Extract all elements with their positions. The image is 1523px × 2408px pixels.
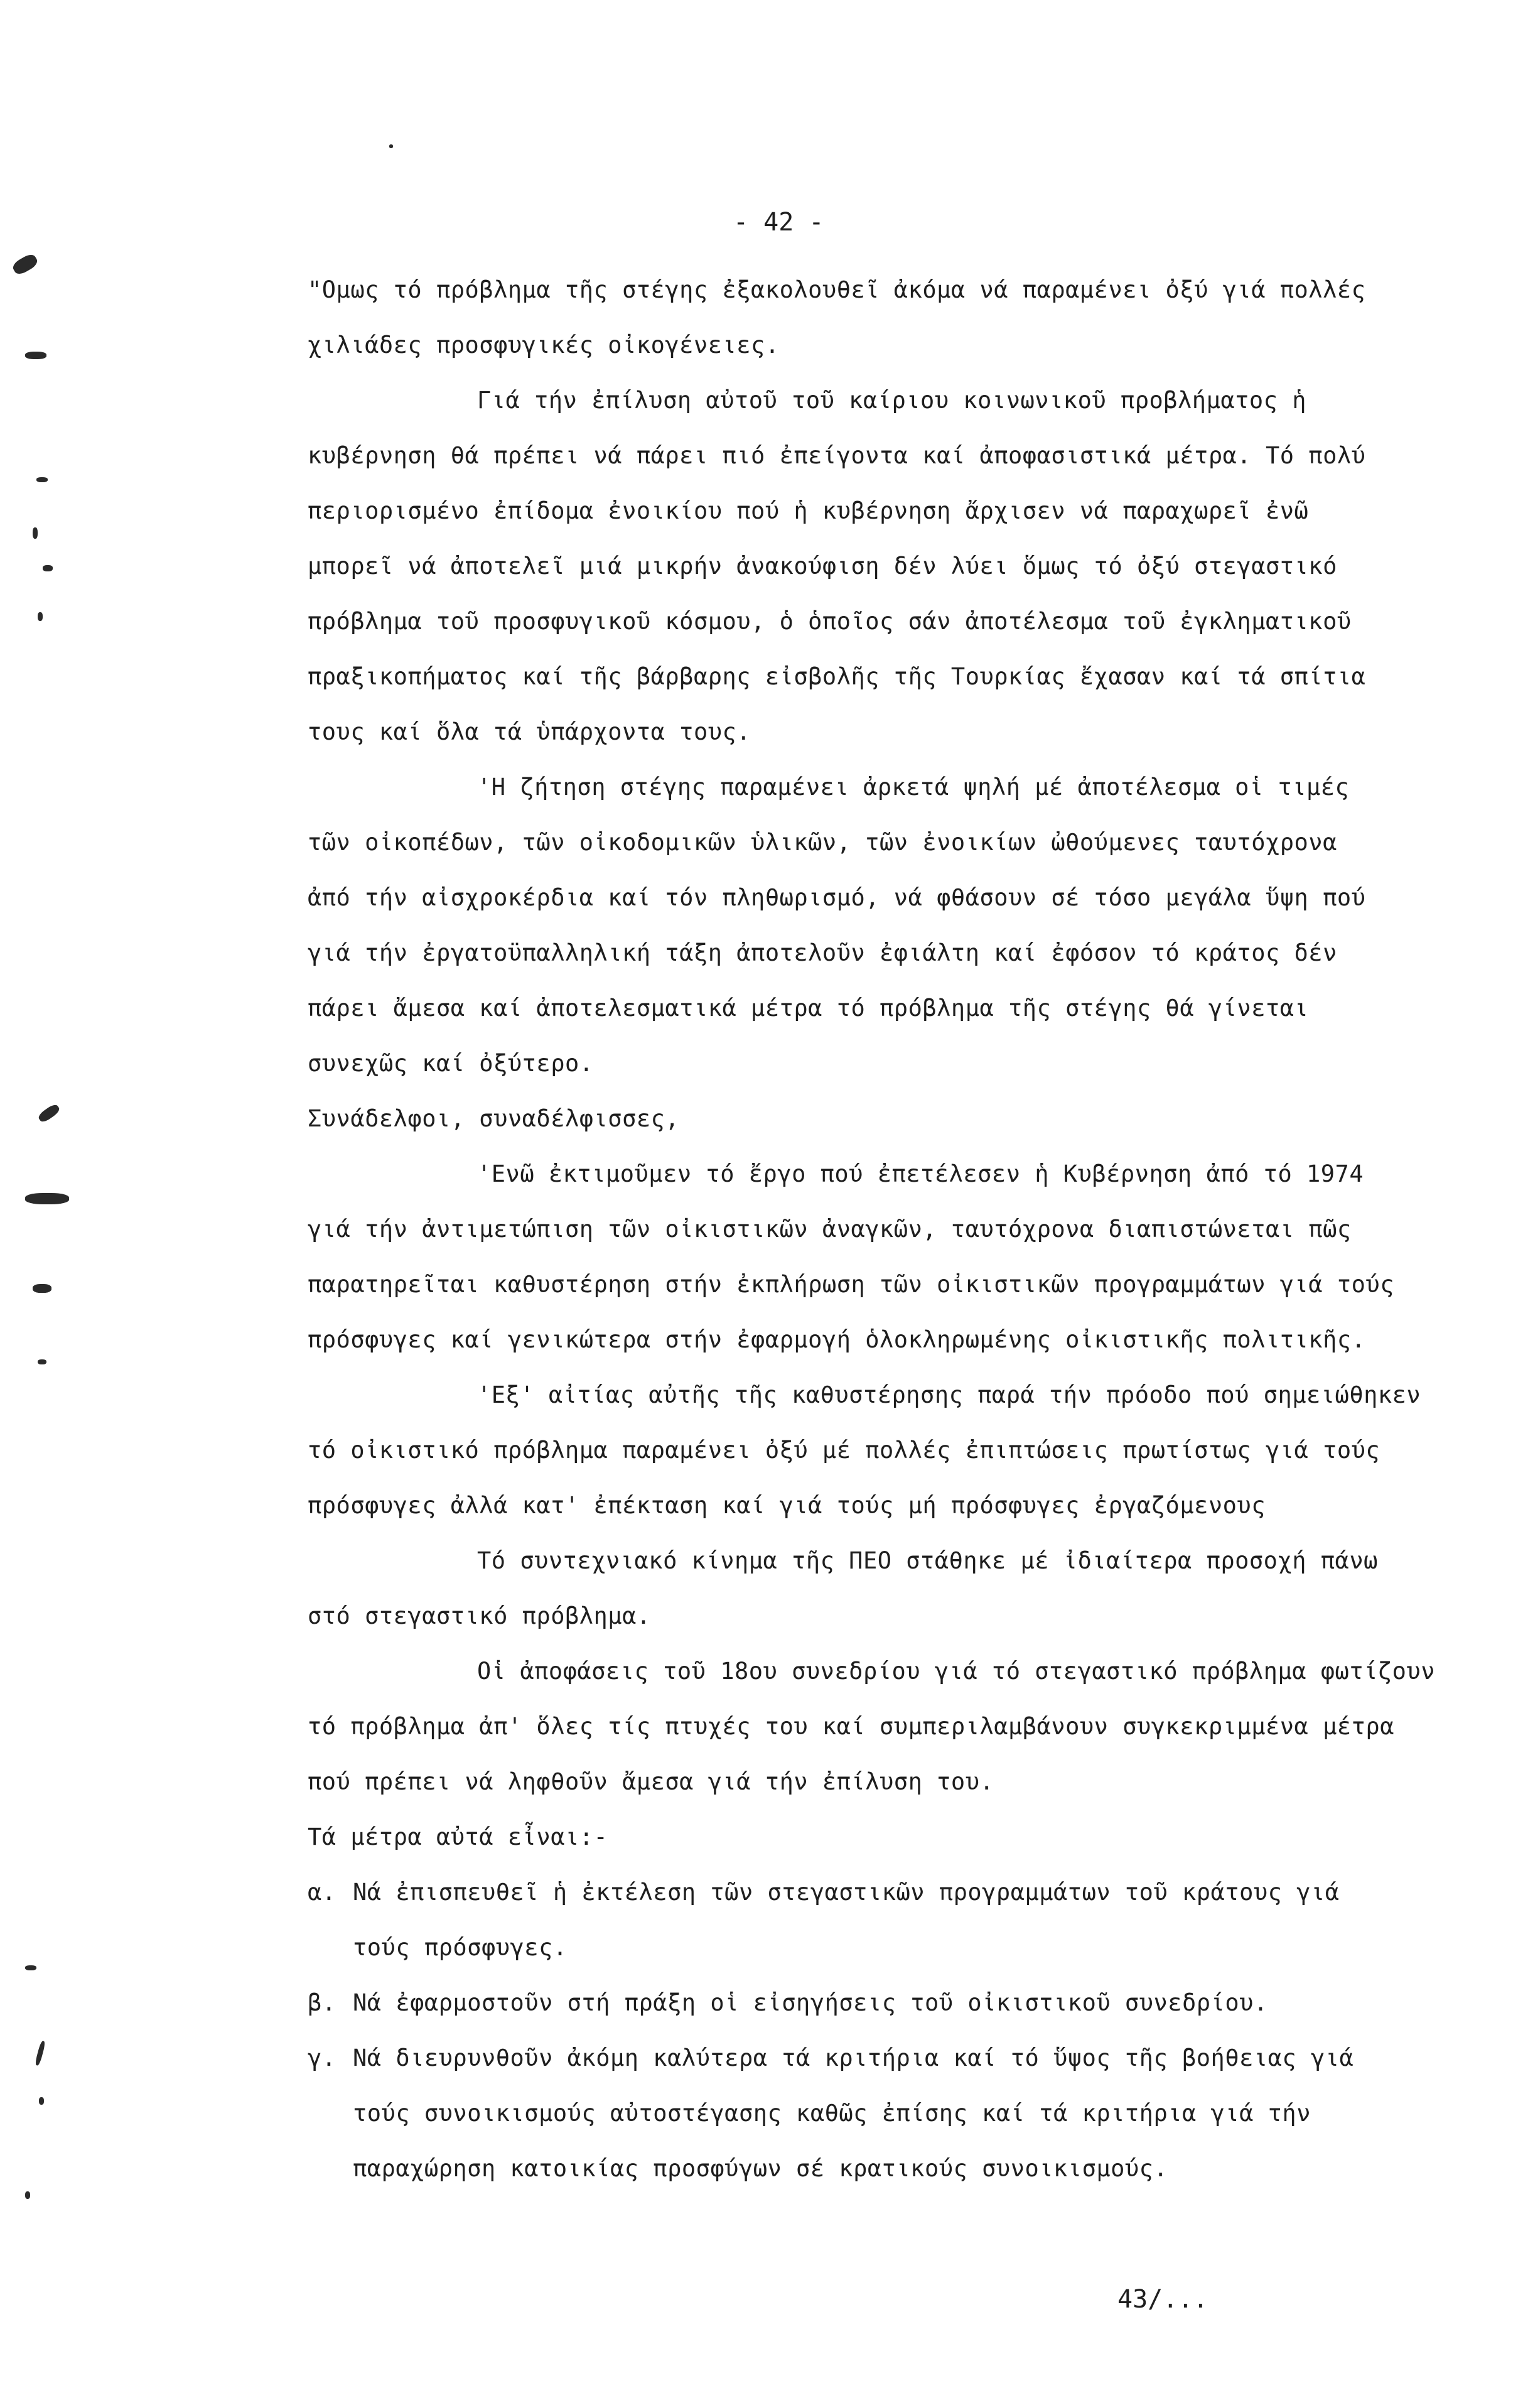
scan-mark — [33, 527, 38, 539]
text-line: τῶν οἰκοπέδων, τῶν οἰκοδομικῶν ὑλικῶν, τῶν ἐνοικίων ὠθούμενες ταυτόχρονα — [308, 829, 1337, 856]
text-line: Γιά τήν ἐπίλυση αὐτοῦ τοῦ καίριου κοινωνικοῦ προβλήματος ἡ — [477, 387, 1307, 414]
list-label-a: α. — [308, 1879, 336, 1906]
text-line: συνεχῶς καί ὀξύτερο. — [308, 1050, 594, 1077]
text-line: τό οἰκιστικό πρόβλημα παραμένει ὀξύ μέ πολλές ἐπιπτώσεις πρωτίστως γιά τούς — [308, 1437, 1380, 1464]
salutation: Συνάδελφοι, συναδέλφισσες, — [308, 1105, 680, 1132]
list-item-b-line: Νά ἐφαρμοστοῦν στή πράξη οἱ εἰσηγήσεις τοῦ οἰκιστικοῦ συνεδρίου. — [353, 1989, 1268, 2016]
scan-mark — [37, 1103, 62, 1124]
text-line: πού πρέπει νά ληφθοῦν ἄμεσα γιά τήν ἐπίλυση του. — [308, 1768, 994, 1795]
text-line: πρόσφυγες καί γενικώτερα στήν ἐφαρμογή ὁλοκληρωμένης οἰκιστικῆς πολιτικῆς. — [308, 1326, 1366, 1353]
scan-mark — [25, 1965, 36, 1970]
scan-mark — [25, 1193, 69, 1204]
scan-mark — [25, 2191, 30, 2199]
text-line: 'Εξ' αἰτίας αὐτῆς τῆς καθυστέρησης παρά τήν πρόοδο πού σημειώθηκεν — [477, 1381, 1421, 1408]
list-label-c: γ. — [308, 2044, 336, 2071]
text-line: πραξικοπήματος καί τῆς βάρβαρης εἰσβολῆς τῆς Τουρκίας ἔχασαν καί τά σπίτια — [308, 663, 1366, 690]
text-line: χιλιάδες προσφυγικές οἰκογένειες. — [308, 332, 780, 359]
list-item-c-line: παραχώρηση κατοικίας προσφύγων σέ κρατικούς συνοικισμούς. — [353, 2155, 1168, 2182]
text-line: πάρει ἄμεσα καί ἀποτελεσματικά μέτρα τό πρόβλημα τῆς στέγης θά γίνεται — [308, 995, 1309, 1022]
text-line: πρόβλημα τοῦ προσφυγικοῦ κόσμου, ὁ ὁποῖος σάν ἀποτέλεσμα τοῦ ἐγκληματικοῦ — [308, 608, 1352, 635]
scan-mark — [38, 1359, 46, 1364]
scan-mark — [38, 612, 43, 621]
list-item-c-line: Νά διευρυνθοῦν ἀκόμη καλύτερα τά κριτήρια καί τό ὕψος τῆς βοήθειας γιά — [353, 2044, 1354, 2071]
list-label-b: β. — [308, 1989, 336, 2016]
text-line: πρόσφυγες ἀλλά κατ' ἐπέκταση καί γιά τούς μή πρόσφυγες ἐργαζόμενους — [308, 1492, 1266, 1519]
text-line: γιά τήν ἐργατοϋπαλληλική τάξη ἀποτελοῦν ἐφιάλτη καί ἐφόσον τό κράτος δέν — [308, 939, 1337, 966]
scan-mark — [35, 2041, 46, 2066]
list-item-a-line: Νά ἐπισπευθεῖ ἡ ἐκτέλεση τῶν στεγαστικῶν προγραμμάτων τοῦ κράτους γιά — [353, 1879, 1340, 1906]
text-line: στό στεγαστικό πρόβλημα. — [308, 1602, 651, 1629]
scan-mark — [11, 252, 40, 276]
text-line: κυβέρνηση θά πρέπει νά πάρει πιό ἐπείγοντα καί ἀποφασιστικά μέτρα. Τό πολύ — [308, 442, 1366, 469]
scan-mark — [39, 2097, 44, 2105]
text-line: Οἱ ἀποφάσεις τοῦ 18ου συνεδρίου γιά τό στεγαστικό πρόβλημα φωτίζουν — [477, 1658, 1435, 1685]
text-line: Τά μέτρα αὐτά εἶναι:- — [308, 1823, 608, 1850]
text-line: τό πρόβλημα ἀπ' ὅλες τίς πτυχές του καί συμπεριλαμβάνουν συγκεκριμμένα μέτρα — [308, 1713, 1394, 1740]
text-line: 'Ενῶ ἐκτιμοῦμεν τό ἔργο πού ἐπετέλεσεν ἡ Κυβέρνηση ἀπό τό 1974 — [477, 1160, 1364, 1187]
text-line: Τό συντεχνιακό κίνημα τῆς ΠΕΟ στάθηκε μέ ἰδιαίτερα προσοχή πάνω — [477, 1547, 1378, 1574]
continuation-footer: 43/... — [1117, 2285, 1208, 2314]
text-line: "Ομως τό πρόβλημα τῆς στέγης ἐξακολουθεῖ ἀκόμα νά παραμένει ὀξύ γιά πολλές — [308, 276, 1366, 303]
text-line: παρατηρεῖται καθυστέρηση στήν ἐκπλήρωση τῶν οἰκιστικῶν προγραμμάτων γιά τούς — [308, 1271, 1394, 1298]
text-line: μπορεῖ νά ἀποτελεῖ μιά μικρήν ἀνακούφιση δέν λύει ὅμως τό ὀξύ στεγαστικό — [308, 553, 1337, 580]
scan-mark — [33, 1284, 51, 1293]
scan-mark — [25, 352, 46, 359]
page-number: - 42 - — [733, 208, 824, 237]
text-line: ἀπό τήν αἰσχροκέρδια καί τόν πληθωρισμό, νά φθάσουν σέ τόσο μεγάλα ὕψη πού — [308, 884, 1366, 911]
scan-mark — [389, 144, 393, 148]
list-item-c-line: τούς συνοικισμούς αὐτοστέγασης καθῶς ἐπίσης καί τά κριτήρια γιά τήν — [353, 2100, 1311, 2127]
text-line: τους καί ὅλα τά ὑπάρχοντα τους. — [308, 718, 751, 745]
scan-mark — [43, 565, 53, 571]
list-item-a-line: τούς πρόσφυγες. — [353, 1934, 568, 1961]
text-line: γιά τήν ἀντιμετώπιση τῶν οἰκιστικῶν ἀναγκῶν, ταυτόχρονα διαπιστώνεται πῶς — [308, 1216, 1352, 1243]
text-line: περιορισμένο ἐπίδομα ἐνοικίου πού ἡ κυβέρνηση ἄρχισεν νά παραχωρεῖ ἐνῶ — [308, 497, 1309, 524]
scan-mark — [36, 477, 48, 482]
text-line: 'Η ζήτηση στέγης παραμένει ἀρκετά ψηλή μέ ἀποτέλεσμα οἱ τιμές — [477, 774, 1350, 801]
